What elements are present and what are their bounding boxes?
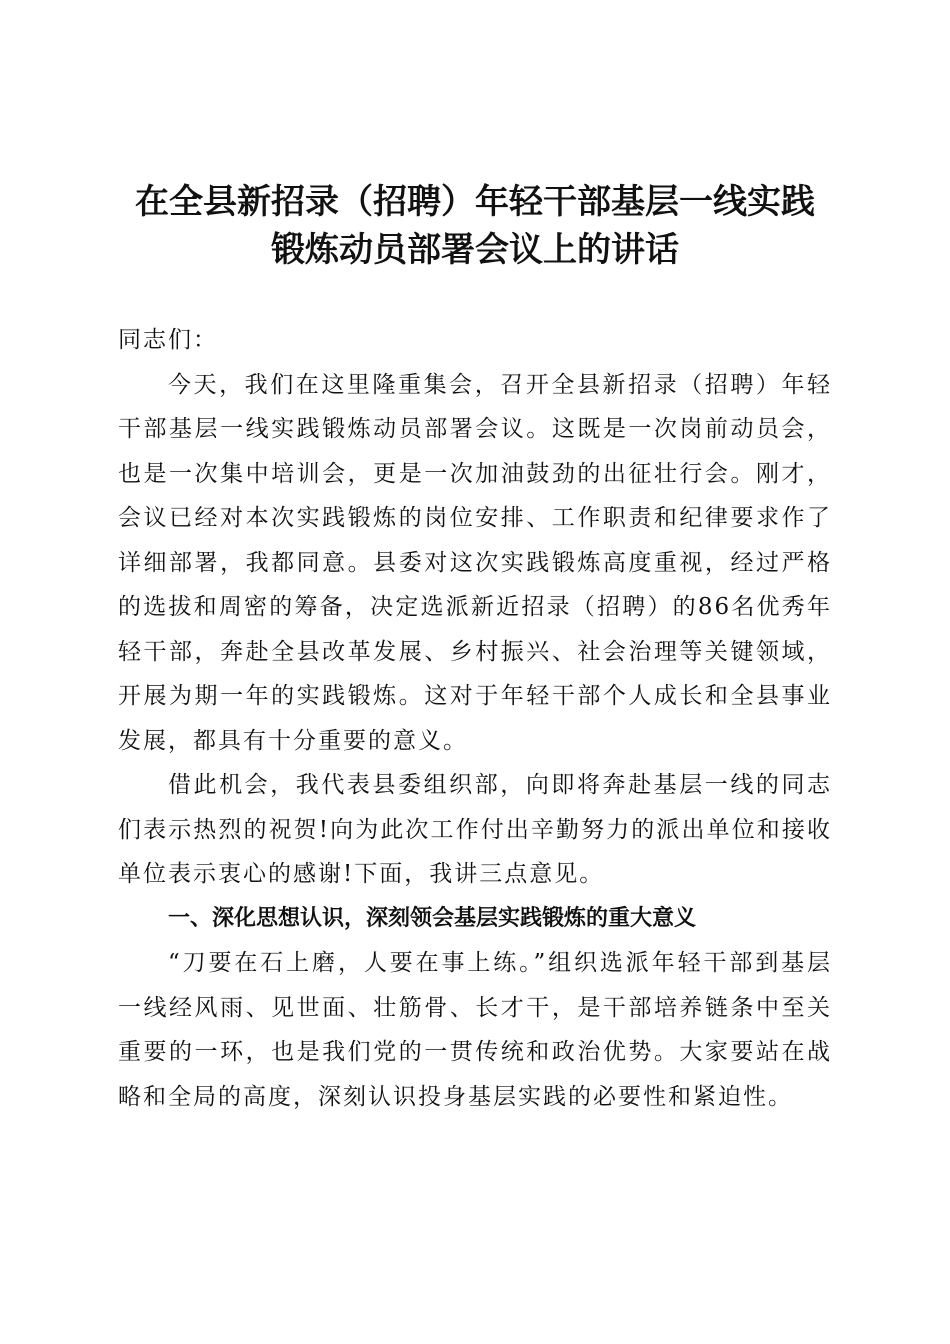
paragraph-thanks: 借此机会，我代表县委组织部，向即将奔赴基层一线的同志们表示热烈的祝贺!向为此次工作付出辛勤努力的派出单位和接收单位表示衷心的感谢!下面，我讲三点意见。 — [118, 772, 832, 887]
salutation: 同志们： — [118, 327, 218, 353]
title-line-1: 在全县新招录（招聘）年轻干部基层一线实践 — [135, 182, 815, 222]
title-line-2: 锻炼动员部署会议上的讲话 — [271, 230, 679, 270]
document-page — [118, 178, 832, 1119]
paragraph-opening: 今天，我们在这里隆重集会，召开全县新招录（招聘）年轻干部基层一线实践锻炼动员部署会议。这既是一次岗前动员会，也是一次集中培训会，更是一次加油鼓劲的出征壮行会。刚才，会议已经对本次实践锻炼的岗位安排、工作职责和纪律要求作了详细部署，我都同意。县委对这次实践锻炼高度重视，经过严格的选拔和周密的筹备，决定选派新近招录（招聘）的86名优秀年轻干部，奔赴全县改革发展、乡村振兴、社会治理等关键领域，开展为期一年的实践锻炼。这对于年轻干部个人成长和全县事业发展，都具有十分重要的意义。 — [118, 371, 832, 754]
paragraph-section-1: “刀要在石上磨，人要在事上练。”组织选派年轻干部到基层一线经风雨、见世面、壮筋骨、长才干，是干部培养链条中至关重要的一环，也是我们党的一贯传统和政治优势。大家要站在战略和全局的高度，深刻认识投身基层实践的必要性和紧迫性。 — [118, 950, 832, 1110]
document-title — [118, 178, 832, 274]
section-heading-1: 一、深化思想认识，深刻领会基层实践锻炼的重大意义 — [168, 905, 697, 931]
